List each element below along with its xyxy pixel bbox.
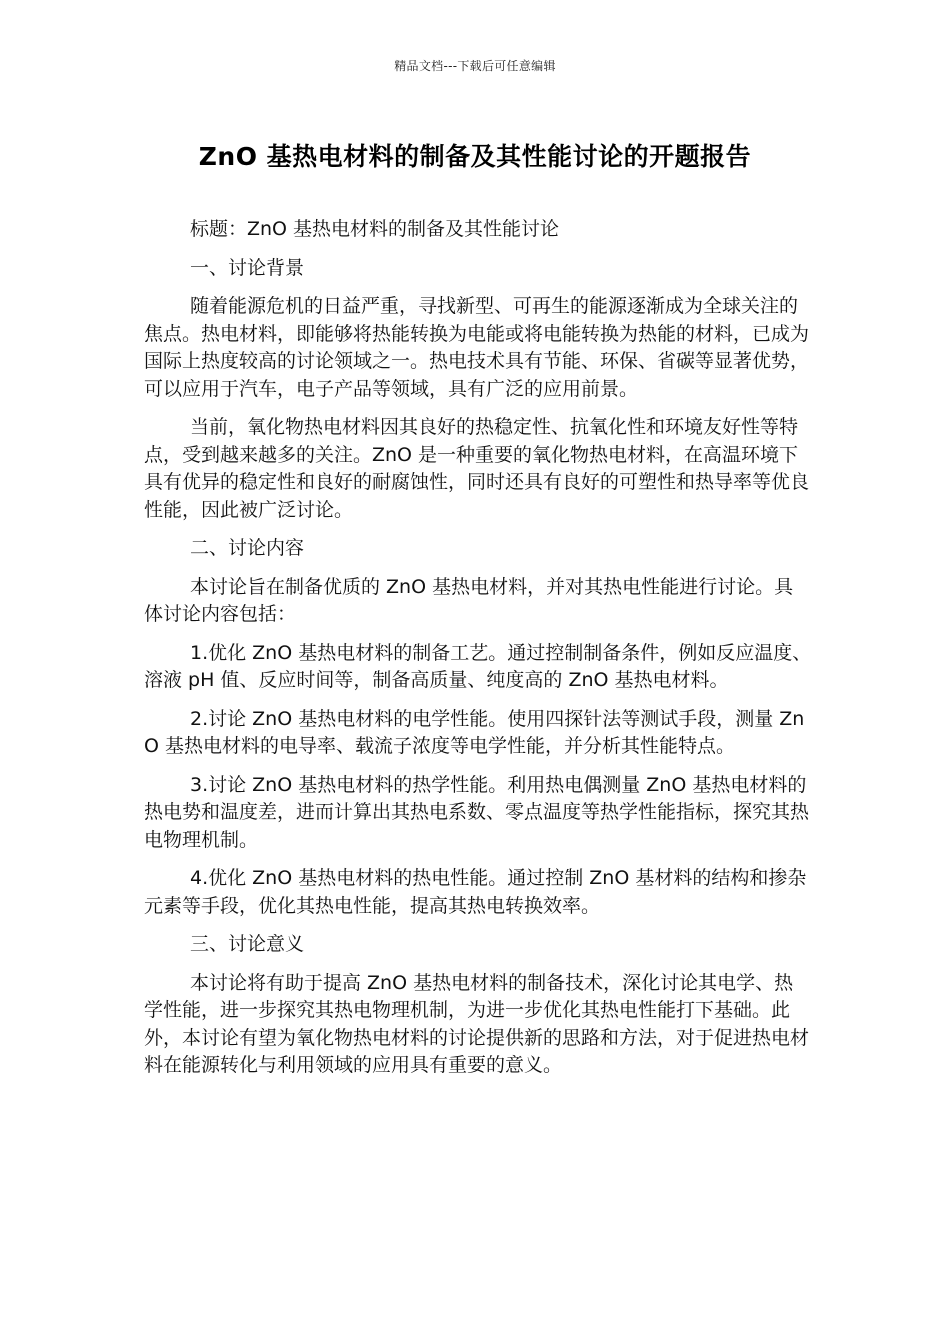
section-heading-significance: 三、讨论意义: [190, 933, 305, 955]
paragraph: 本讨论将有助于提高 ZnO 基热电材料的制备技术，深化讨论其电学、热学性能，进一步探究其热电物理机制，为进一步优化其热电性能打下基础。此外，本讨论有望为氧化物热电材料的讨论提供新的思路和方法，对于促进热电材料在能源转化与利用领域的应用具有重要的意义。: [144, 971, 810, 1076]
section-heading-content: 二、讨论内容: [190, 537, 305, 559]
subject-line: 标题：ZnO 基热电材料的制备及其性能讨论: [190, 218, 560, 240]
list-item: 2.讨论 ZnO 基热电材料的电学性能。使用四探针法等测试手段，测量 ZnO 基热电材料的电导率、载流子浓度等电学性能，并分析其性能特点。: [144, 707, 805, 757]
paragraph: 随着能源危机的日益严重，寻找新型、可再生的能源逐渐成为全球关注的焦点。热电材料，即能够将热能转换为电能或将电能转换为热能的材料，已成为国际上热度较高的讨论领域之一。热电技术具有节能、环保、省碳等显著优势，可以应用于汽车，电子产品等领域，具有广泛的应用前景。: [144, 295, 810, 400]
header-note: 精品文档---下载后可任意编辑: [394, 59, 556, 73]
section-heading-background: 一、讨论背景: [190, 256, 305, 279]
paragraph: 本讨论旨在制备优质的 ZnO 基热电材料，并对其热电性能进行讨论。具体讨论内容包括：: [144, 575, 794, 625]
list-item: 3.讨论 ZnO 基热电材料的热学性能。利用热电偶测量 ZnO 基热电材料的热电势和温度差，进而计算出其热电系数、零点温度等热学性能指标，探究其热电物理机制。: [144, 773, 810, 851]
paragraph: 当前，氧化物热电材料因其良好的热稳定性、抗氧化性和环境友好性等特点，受到越来越多的关注。ZnO 是一种重要的氧化物热电材料，在高温环境下具有优异的稳定性和良好的耐腐蚀性，同时还具有良好的可塑性和热导率等优良性能，因此被广泛讨论。: [144, 416, 810, 521]
document-title: ZnO 基热电材料的制备及其性能讨论的开题报告: [198, 142, 752, 171]
document-body: [144, 216, 812, 1091]
list-item: 4.优化 ZnO 基热电材料的热电性能。通过控制 ZnO 基材料的结构和掺杂元素等手段，优化其热电性能，提高其热电转换效率。: [144, 867, 807, 917]
list-item: 1.优化 ZnO 基热电材料的制备工艺。通过控制制备条件，例如反应温度、溶液 pH 值、反应时间等，制备高质量、纯度高的 ZnO 基热电材料。: [144, 641, 812, 691]
